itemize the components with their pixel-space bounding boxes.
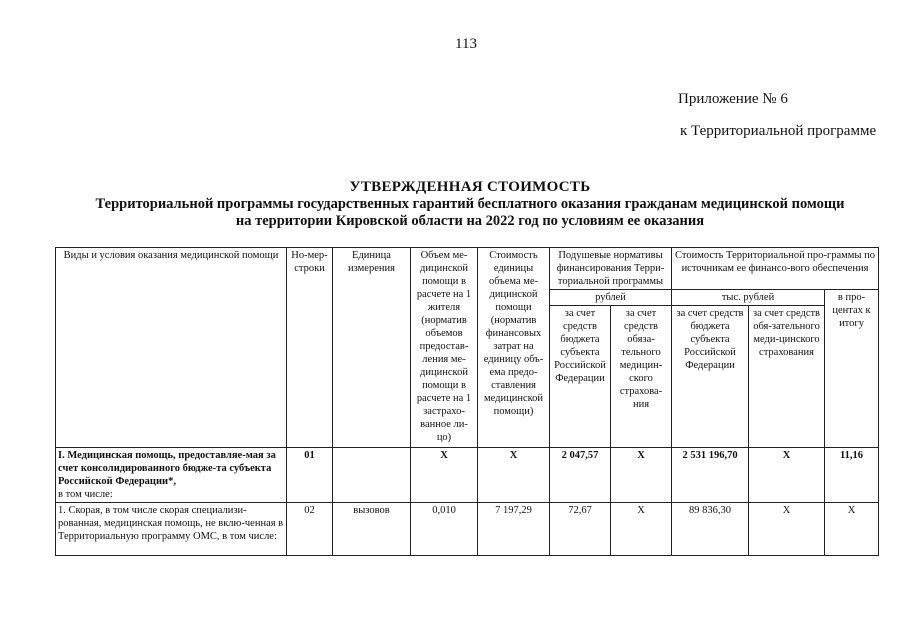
header-volume: Объем ме-дицинской помощи в расчете на 1 жителя (норматив объемов предостав-ления ме-дицинской помощи в расчете на 1 застрахо-ванное ли-цо) (411, 248, 478, 448)
program-reference: к Территориальной программе (680, 123, 877, 139)
header-thousand-rub: тыс. рублей (672, 290, 825, 306)
appendix-label: Приложение № 6 (678, 91, 788, 107)
title-block (40, 179, 900, 230)
row-kind-suffix: в том числе: (58, 489, 113, 500)
row-volume: X (411, 448, 478, 503)
row-per-capita-budget: 2 047,57 (550, 448, 611, 503)
header-row-1 (56, 248, 879, 290)
document-title: УТВЕРЖДЕННАЯ СТОИМОСТЬ (349, 179, 591, 195)
header-unit-cost: Стоимость единицы объема ме-дицинской помощи (норматив финансовых затрат на единицу объ-ема предо-ставления медицинской помощи) (478, 248, 550, 448)
header-program-cost: Стоимость Территориальной про-граммы по источникам ее финансо-вого обеспечения (672, 248, 879, 290)
header-regional-budget: за счет средств бюджета субъекта Российской Федерации (550, 306, 611, 448)
row-unit (333, 448, 411, 503)
row-kind-cell (56, 448, 287, 503)
row-per-capita-oms: X (611, 448, 672, 503)
document-subtitle-line2: на территории Кировской области на 2022 год по условиям ее оказания (235, 213, 705, 229)
page-number: 113 (455, 36, 477, 52)
row-kind: 1. Скорая, в том числе скорая специализи-рованная, медицинская помощь, не вклю-ченная в Территориальную программу ОМС, в том числе: (56, 503, 287, 556)
table-row (56, 448, 879, 503)
row-cost-oms: X (749, 448, 825, 503)
row-number: 02 (287, 503, 333, 556)
row-volume: 0,010 (411, 503, 478, 556)
row-percent: X (825, 503, 879, 556)
table-row (56, 503, 879, 556)
row-per-capita-budget: 72,67 (550, 503, 611, 556)
row-unit-cost: 7 197,29 (478, 503, 550, 556)
row-number: 01 (287, 448, 333, 503)
row-kind-text: I. Медицинская помощь, предоставляе-мая за счет консолидированного бюдже-та субъекта Российской Федерации*, (58, 450, 276, 487)
header-unit: Единица измерения (333, 248, 411, 448)
cost-table (55, 247, 879, 556)
header-oms-long: за счет средств обя-зательного меди-цинского страхования (749, 306, 825, 448)
row-per-capita-oms: X (611, 503, 672, 556)
row-cost-oms: X (749, 503, 825, 556)
header-percent: в про-центах к итогу (825, 290, 879, 448)
row-cost-budget: 89 836,30 (672, 503, 749, 556)
header-row-number: Но-мер-строки (287, 248, 333, 448)
header-oms-short: за счет средств обяза-тельного медицин-ского страхова-ния (611, 306, 672, 448)
header-regional-budget-2: за счет средств бюджета субъекта Российской Федерации (672, 306, 749, 448)
row-unit: вызовов (333, 503, 411, 556)
header-rub: рублей (550, 290, 672, 306)
row-cost-budget: 2 531 196,70 (672, 448, 749, 503)
row-percent: 11,16 (825, 448, 879, 503)
row-unit-cost: X (478, 448, 550, 503)
header-per-capita: Подушевые нормативы финансирования Терри-ториальной программы (550, 248, 672, 290)
document-subtitle-line1: Территориальной программы государственных гарантий бесплатного оказания гражданам медицинской помощи (95, 196, 845, 212)
header-kind: Виды и условия оказания медицинской помощи (56, 248, 287, 448)
